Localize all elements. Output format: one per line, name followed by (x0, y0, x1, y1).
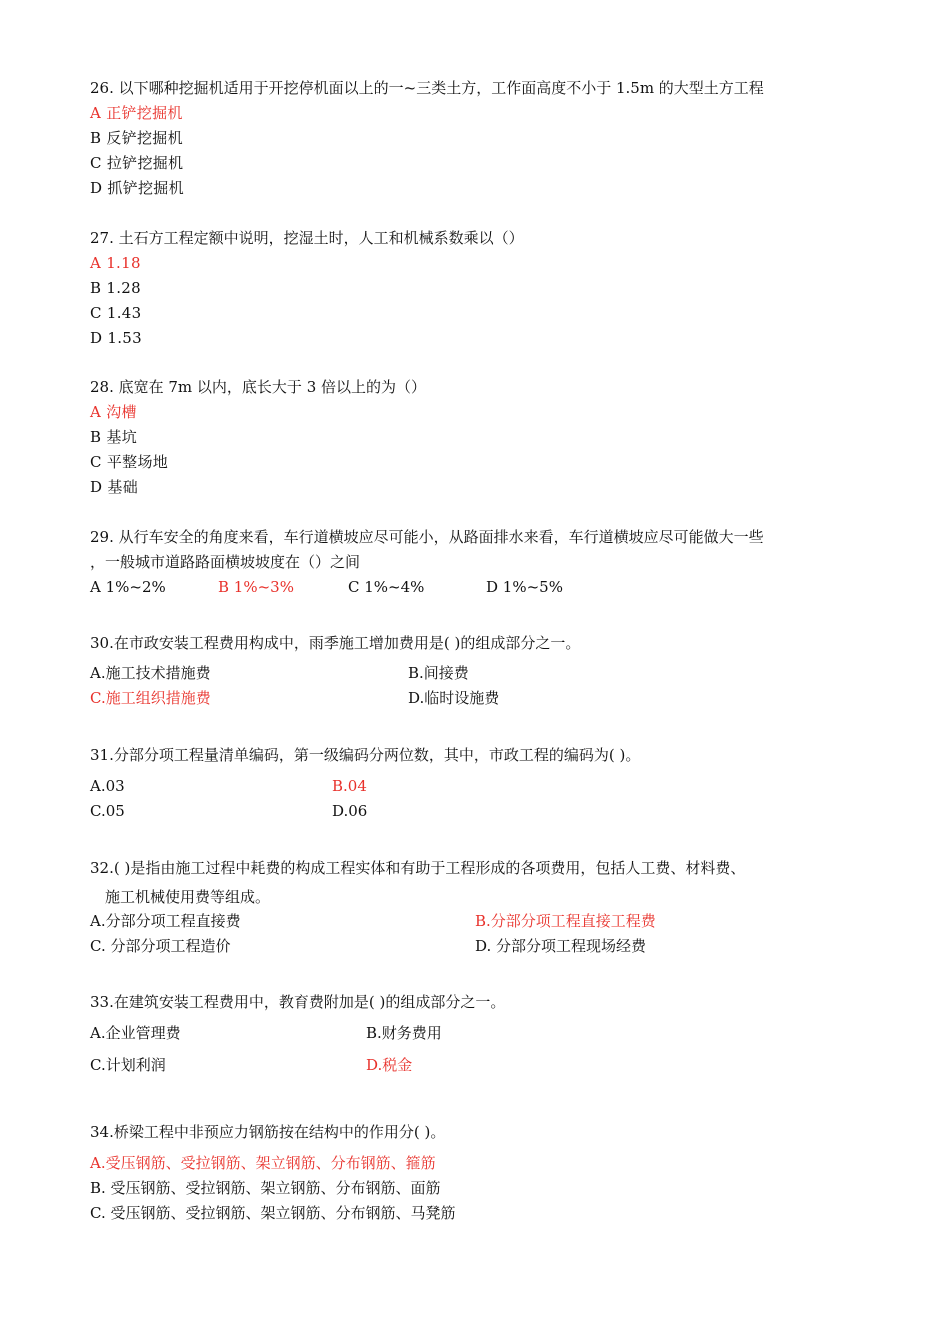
q31-option-b: B.04 (332, 777, 367, 795)
q29-option-c: C 1%~4% (348, 578, 425, 596)
q27-option-a: A 1.18 (90, 254, 141, 272)
q28-option-d: D 基础 (90, 478, 138, 496)
q33-option-c: C.计划利润 (90, 1056, 166, 1074)
q26-stem: 26. 以下哪种挖掘机适用于开挖停机面以上的一~三类土方，工作面高度不小于 1.5m 的大型土方工程 (90, 79, 764, 97)
q31-option-d: D.06 (332, 802, 368, 820)
q28-stem: 28. 底宽在 7m 以内，底长大于 3 倍以上的为（） (90, 378, 427, 396)
q34-option-c: C. 受压钢筋、受拉钢筋、架立钢筋、分布钢筋、马凳筋 (90, 1204, 456, 1222)
q33-stem: 33.在建筑安装工程费用中，教育费附加是( )的组成部分之一。 (90, 993, 506, 1011)
q26-option-b: B 反铲挖掘机 (90, 129, 183, 147)
q30-option-b: B.间接费 (408, 664, 469, 682)
q30-option-d: D.临时设施费 (408, 689, 500, 707)
q32-option-a: A.分部分项工程直接费 (90, 912, 241, 930)
q32-stem-line1: 32.( )是指由施工过程中耗费的构成工程实体和有助于工程形成的各项费用，包括人工费、材料费、 (90, 859, 746, 877)
q29-stem-line1: 29. 从行车安全的角度来看，车行道横坡应尽可能小，从路面排水来看，车行道横坡应尽可能做大一些 (90, 528, 764, 546)
q29-option-d: D 1%~5% (486, 578, 563, 596)
q33-option-a: A.企业管理费 (90, 1024, 181, 1042)
q34-option-a: A.受压钢筋、受拉钢筋、架立钢筋、分布钢筋、箍筋 (90, 1154, 436, 1172)
q32-option-d: D. 分部分项工程现场经费 (475, 937, 647, 955)
q26-option-c: C 拉铲挖掘机 (90, 154, 184, 172)
q27-option-d: D 1.53 (90, 329, 142, 347)
q29-stem-line2: ，一般城市道路路面横坡坡度在（）之间 (90, 553, 361, 571)
q30-option-a: A.施工技术措施费 (90, 664, 211, 682)
q28-option-c: C 平整场地 (90, 453, 169, 471)
q34-option-b: B. 受压钢筋、受拉钢筋、架立钢筋、分布钢筋、面筋 (90, 1179, 441, 1197)
q32-stem-line2: 施工机械使用费等组成。 (105, 888, 271, 906)
q31-option-a: A.03 (90, 777, 125, 795)
q31-stem: 31.分部分项工程量清单编码，第一级编码分两位数，其中，市政工程的编码为( )。 (90, 746, 641, 764)
q34-stem: 34.桥梁工程中非预应力钢筋按在结构中的作用分( )。 (90, 1123, 446, 1141)
q27-stem: 27. 土石方工程定额中说明，挖湿土时，人工和机械系数乘以（） (90, 229, 524, 247)
q26-option-d: D 抓铲挖掘机 (90, 179, 184, 197)
q29-option-b: B 1%~3% (218, 578, 294, 596)
q28-option-a: A 沟槽 (90, 403, 137, 421)
q32-option-b: B.分部分项工程直接工程费 (475, 912, 656, 930)
q33-option-b: B.财务费用 (366, 1024, 442, 1042)
q28-option-b: B 基坑 (90, 428, 137, 446)
q31-option-c: C.05 (90, 802, 125, 820)
q33-option-d: D.税金 (366, 1056, 413, 1074)
q30-option-c: C.施工组织措施费 (90, 689, 211, 707)
q30-stem: 30.在市政安装工程费用构成中，雨季施工增加费用是( )的组成部分之一。 (90, 634, 581, 652)
q27-option-b: B 1.28 (90, 279, 141, 297)
q32-option-c: C. 分部分项工程造价 (90, 937, 231, 955)
q29-option-a: A 1%~2% (90, 578, 166, 596)
q27-option-c: C 1.43 (90, 304, 142, 322)
q26-option-a: A 正铲挖掘机 (90, 104, 183, 122)
